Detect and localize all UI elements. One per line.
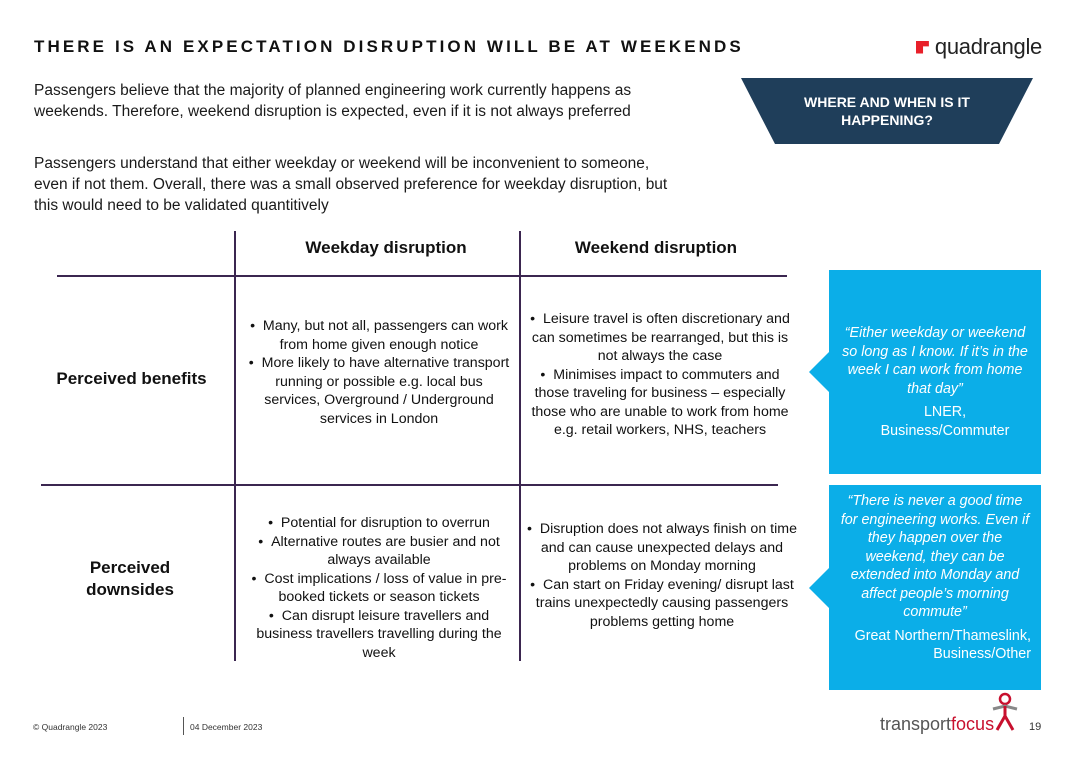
list-item: • Can start on Friday evening/ disrupt last trains unexpectedly causing passengers problems getting home <box>526 576 798 632</box>
list-item: • Disruption does not always finish on time and can cause unexpected delays and problems on Monday morning <box>526 520 798 576</box>
list-item: • Can disrupt leisure travellers and business travellers travelling during the week <box>244 607 514 663</box>
list-item: • Minimises impact to commuters and those traveling for business – especially those who are unable to work from home e.g. retail workers, NHS, teachers <box>524 366 796 440</box>
list-item: • Potential for disruption to overrun <box>244 514 514 533</box>
transportfocus-figure-icon <box>990 692 1020 732</box>
column-header-weekend: Weekend disruption <box>574 238 738 257</box>
list-item: • Cost implications / loss of value in pre-booked tickets or season tickets <box>244 570 514 607</box>
grid-line-vertical-1 <box>234 231 236 661</box>
grid-line-horizontal-1 <box>57 275 787 277</box>
quote-callout-1 <box>829 270 1041 474</box>
footer-copyright: © Quadrangle 2023 <box>33 722 108 732</box>
quote-callout-2 <box>829 485 1041 690</box>
logo-text-part1: transport <box>880 714 952 734</box>
page-title: THERE IS AN EXPECTATION DISRUPTION WILL BE AT WEEKENDS <box>34 37 744 56</box>
footer-date: 04 December 2023 <box>190 722 263 732</box>
row-header-downsides: Perceived downsides <box>86 558 174 599</box>
intro-paragraph-2: Passengers understand that either weekday or weekend will be inconvenient to someone, even if not them. Overall, there was a small observed preference for weekday disruption, but this would need to be validated quantitively <box>34 155 668 214</box>
cell-weekday-benefits <box>248 317 510 428</box>
quote-text: “There is never a good time for engineering works. Even if they happen over the weekend, they can be extended into Monday and affect people’s morning commute” <box>840 493 1030 620</box>
list-item: • More likely to have alternative transport running or possible e.g. local bus services, Overground / Underground services in London <box>248 354 510 428</box>
intro-paragraph-1: Passengers believe that the majority of planned engineering work currently happens as weekends. Therefore, weekend disruption is expected, even if it is not always preferred <box>34 82 632 120</box>
list-item: • Alternative routes are busier and not always available <box>244 533 514 570</box>
quote-attribution: Great Northern/Thameslink, Business/Other <box>854 627 1031 662</box>
cell-weekend-downsides <box>526 520 798 631</box>
list-item: • Leisure travel is often discretionary and can sometimes be rearranged, but this is not always the case <box>524 310 796 366</box>
cell-weekday-downsides <box>244 514 514 662</box>
quadrangle-logo-text: quadrangle <box>934 34 1042 59</box>
logo-text-part2: focus <box>951 714 995 734</box>
row-header-benefits: Perceived benefits <box>56 369 207 388</box>
grid-line-horizontal-2 <box>41 484 778 486</box>
quadrangle-logo <box>916 34 1042 60</box>
quadrangle-logo-icon <box>916 41 929 54</box>
banner-text: WHERE AND WHEN IS IT HAPPENING? <box>804 94 970 128</box>
quote-attribution: LNER, Business/Commuter <box>880 404 1010 439</box>
cell-weekend-benefits <box>524 310 796 440</box>
callout-pointer <box>809 568 829 608</box>
section-banner <box>741 78 1033 144</box>
transportfocus-logo <box>880 714 994 735</box>
list-item: • Many, but not all, passengers can work from home given enough notice <box>248 317 510 354</box>
callout-pointer <box>809 352 829 392</box>
footer-divider <box>183 717 184 735</box>
grid-line-vertical-2 <box>519 231 521 661</box>
quote-text: “Either weekday or weekend so long as I know. If it’s in the week I can work from home that day” <box>842 325 1028 397</box>
page-number: 19 <box>1029 721 1042 733</box>
column-header-weekday: Weekday disruption <box>305 238 467 257</box>
